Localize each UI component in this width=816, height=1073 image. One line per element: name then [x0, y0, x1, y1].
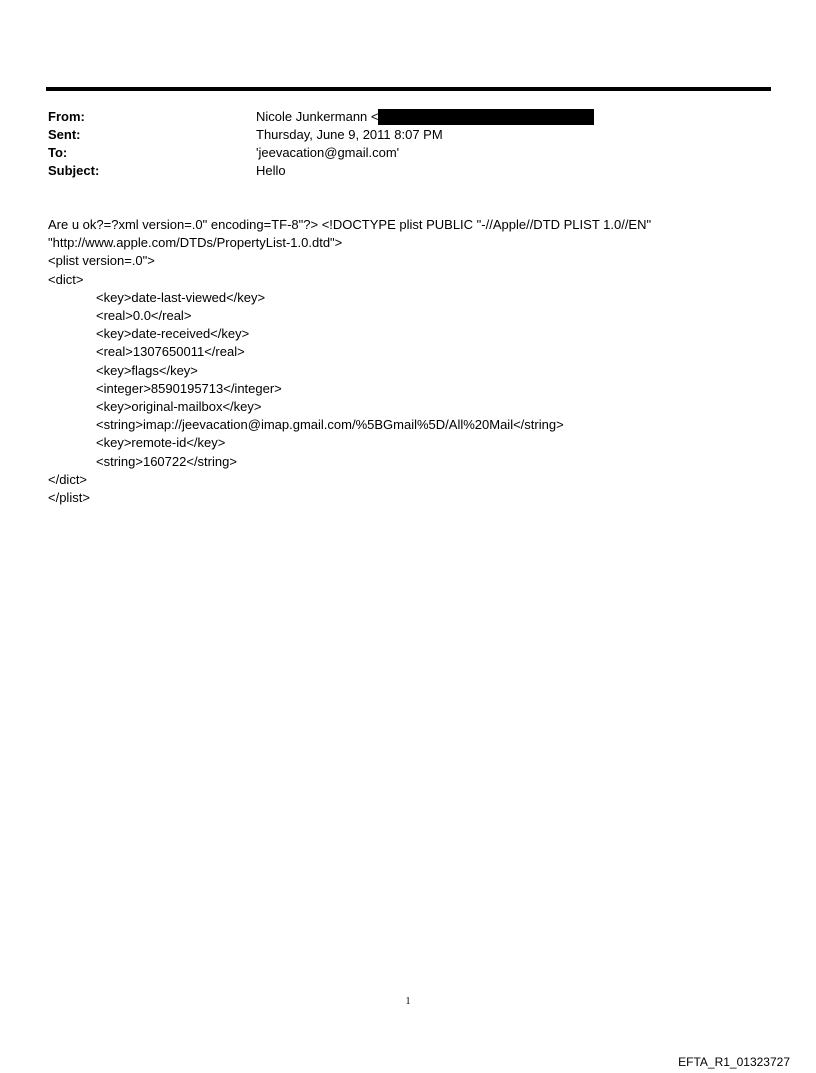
redaction-box: [378, 109, 594, 125]
bates-number: EFTA_R1_01323727: [678, 1055, 790, 1069]
page-number: 1: [405, 996, 411, 1007]
email-body: [48, 216, 778, 507]
body-line: <key>date-received</key>: [96, 326, 250, 342]
body-line: <key>date-last-viewed</key>: [96, 289, 266, 305]
body-line: </plist>: [48, 490, 90, 506]
to-row: [48, 144, 768, 162]
body-line: <key>original-mailbox</key>: [96, 399, 262, 415]
subject-value: Hello: [256, 163, 286, 178]
body-line: <real>1307650011</real>: [96, 344, 245, 360]
body-line: <string>imap://jeevacation@imap.gmail.com/%5BGmail%5D/All%20Mail</string>: [96, 417, 564, 433]
body-line: <real>0.0</real>: [96, 308, 192, 324]
sent-label: Sent:: [48, 127, 81, 142]
body-line: <key>remote-id</key>: [96, 435, 226, 451]
body-line: Are u ok?=?xml version=.0" encoding=TF-8"?> <!DOCTYPE plist PUBLIC "-//Apple//DTD PLIST 1.0//EN": [48, 217, 652, 232]
body-line: <integer>8590195713</integer>: [96, 380, 282, 396]
sent-value: Thursday, June 9, 2011 8:07 PM: [256, 127, 443, 142]
sender-name: Nicole Junkermann <: [256, 109, 379, 124]
from-row: [48, 108, 768, 126]
from-value: [256, 108, 594, 126]
body-line: <plist version=.0">: [48, 253, 155, 269]
body-line: <key>flags</key>: [96, 362, 198, 378]
to-label: To:: [48, 145, 68, 160]
body-line: "http://www.apple.com/DTDs/PropertyList-1.0.dtd">: [48, 235, 343, 251]
email-header: [48, 108, 768, 180]
subject-label: Subject:: [48, 163, 100, 178]
body-line: <dict>: [48, 271, 84, 287]
to-value: 'jeevacation@gmail.com': [256, 145, 400, 160]
body-line: </dict>: [48, 471, 88, 487]
sent-row: [48, 126, 768, 144]
body-line: <string>160722</string>: [96, 453, 237, 469]
header-divider: [46, 87, 771, 91]
subject-row: [48, 162, 768, 180]
from-label: From:: [48, 109, 85, 124]
